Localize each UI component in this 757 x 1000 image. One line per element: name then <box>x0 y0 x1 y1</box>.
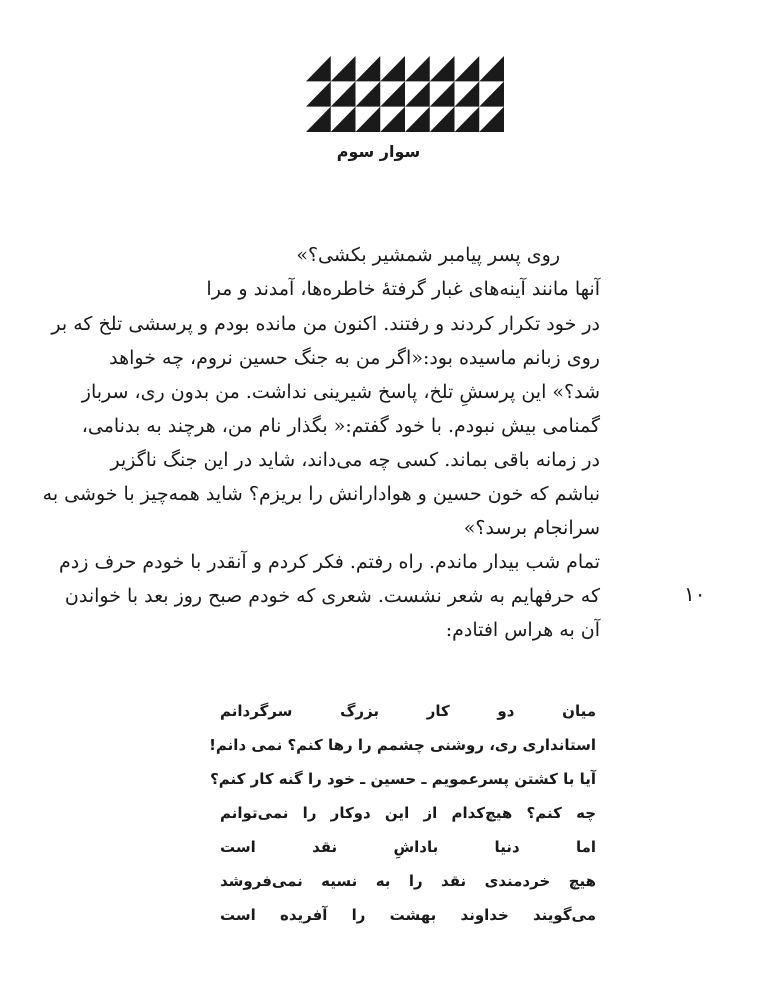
text-line: سرانجام برسد؟» <box>463 517 600 539</box>
ornament-triangle <box>331 56 356 81</box>
ornament-triangle <box>405 56 430 81</box>
poem-line: میان دو کار بزرگ سرگردانم <box>220 702 596 720</box>
poem-line: اما دنیا باداشِ نقد است <box>220 838 596 856</box>
poem-line: می‌گویند خداوند بهشت را آفریده است <box>220 906 596 924</box>
ornament-triangle <box>430 56 455 81</box>
ornament-triangle <box>455 56 480 81</box>
page-number: ۱۰ <box>684 582 706 606</box>
ornament-triangle <box>380 56 405 81</box>
ornament-triangle <box>356 81 381 106</box>
text-line: گمنامی بیش نبودم. با خود گفتم:« بگذار نام من، هرچند به بدنامی، <box>81 415 600 437</box>
ornament-triangle <box>405 81 430 106</box>
poem <box>209 694 596 932</box>
ornament-triangle <box>331 107 356 132</box>
ornament-triangle <box>430 107 455 132</box>
text-line: روی زبانم ماسیده بود:«اگر من به جنگ حسین نروم، چه خواهد <box>109 347 600 369</box>
text-line: تمام شب بیدار ماندم. راه رفتم. فکر کردم و آنقدر با خودم حرف زدم <box>59 551 600 573</box>
text-line: آنها مانند آینه‌های غبار گرفتهٔ خاطره‌ها، آمدند و مرا <box>206 278 600 300</box>
poem-line: آیا با کشتن پسرعمویم ـ حسین ـ خود را گنه کار کنم؟ <box>210 770 596 788</box>
text-line: شد؟» این پرسشِ تلخ، پاسخ شیرینی نداشت. من بدون ری، سرباز <box>81 381 600 403</box>
poem-line: چه کنم؟ هیچ‌کدام از این دوکار را نمی‌توانم <box>220 804 596 822</box>
ornament-triangle <box>455 107 480 132</box>
text-line: که حرفهایم به شعر نشست. شعری که خودم صبح روز بعد با خواندن <box>64 585 600 607</box>
text-line: در زمانه باقی بماند. کسی چه می‌داند، شاید در این جنگ ناگزیر <box>110 449 600 471</box>
ornament-triangle <box>430 81 455 106</box>
ornament-triangle <box>306 107 331 132</box>
ornament-triangle <box>479 81 504 106</box>
poem-line: استانداری ری، روشنی چشمم را رها کنم؟ نمی دانم! <box>209 736 596 754</box>
main-text <box>42 307 600 647</box>
ornament-triangle <box>380 81 405 106</box>
ornament-triangle <box>479 107 504 132</box>
text-line: نباشم که خون حسین و هوادارانش را بریزم؟ شاید همه‌چیز با خوشی به <box>42 483 600 505</box>
running-head: سوار سوم <box>336 142 421 161</box>
opening-lines <box>158 238 600 306</box>
ornament-triangle <box>356 56 381 81</box>
ornament-triangle <box>356 107 381 132</box>
text-line: در خود تکرار کردند و رفتند. اکنون من مانده بودم و پرسشی تلخ که بر <box>51 313 600 335</box>
ornament-triangle <box>455 81 480 106</box>
ornament-triangle <box>380 107 405 132</box>
text-line: روی پسر پیامبر شمشیر بکشی؟» <box>296 244 560 266</box>
text-line: آن به هراس افتادم: <box>445 619 600 641</box>
poem-line: هیچ خردمندی نقد را به نسیه نمی‌فروشد <box>220 872 596 890</box>
ornament-triangle <box>306 81 331 106</box>
ornament-triangle <box>479 56 504 81</box>
triangle-ornament-icon <box>306 56 504 132</box>
ornament-triangle <box>331 81 356 106</box>
ornament-triangle <box>306 56 331 81</box>
ornament-triangle <box>405 107 430 132</box>
